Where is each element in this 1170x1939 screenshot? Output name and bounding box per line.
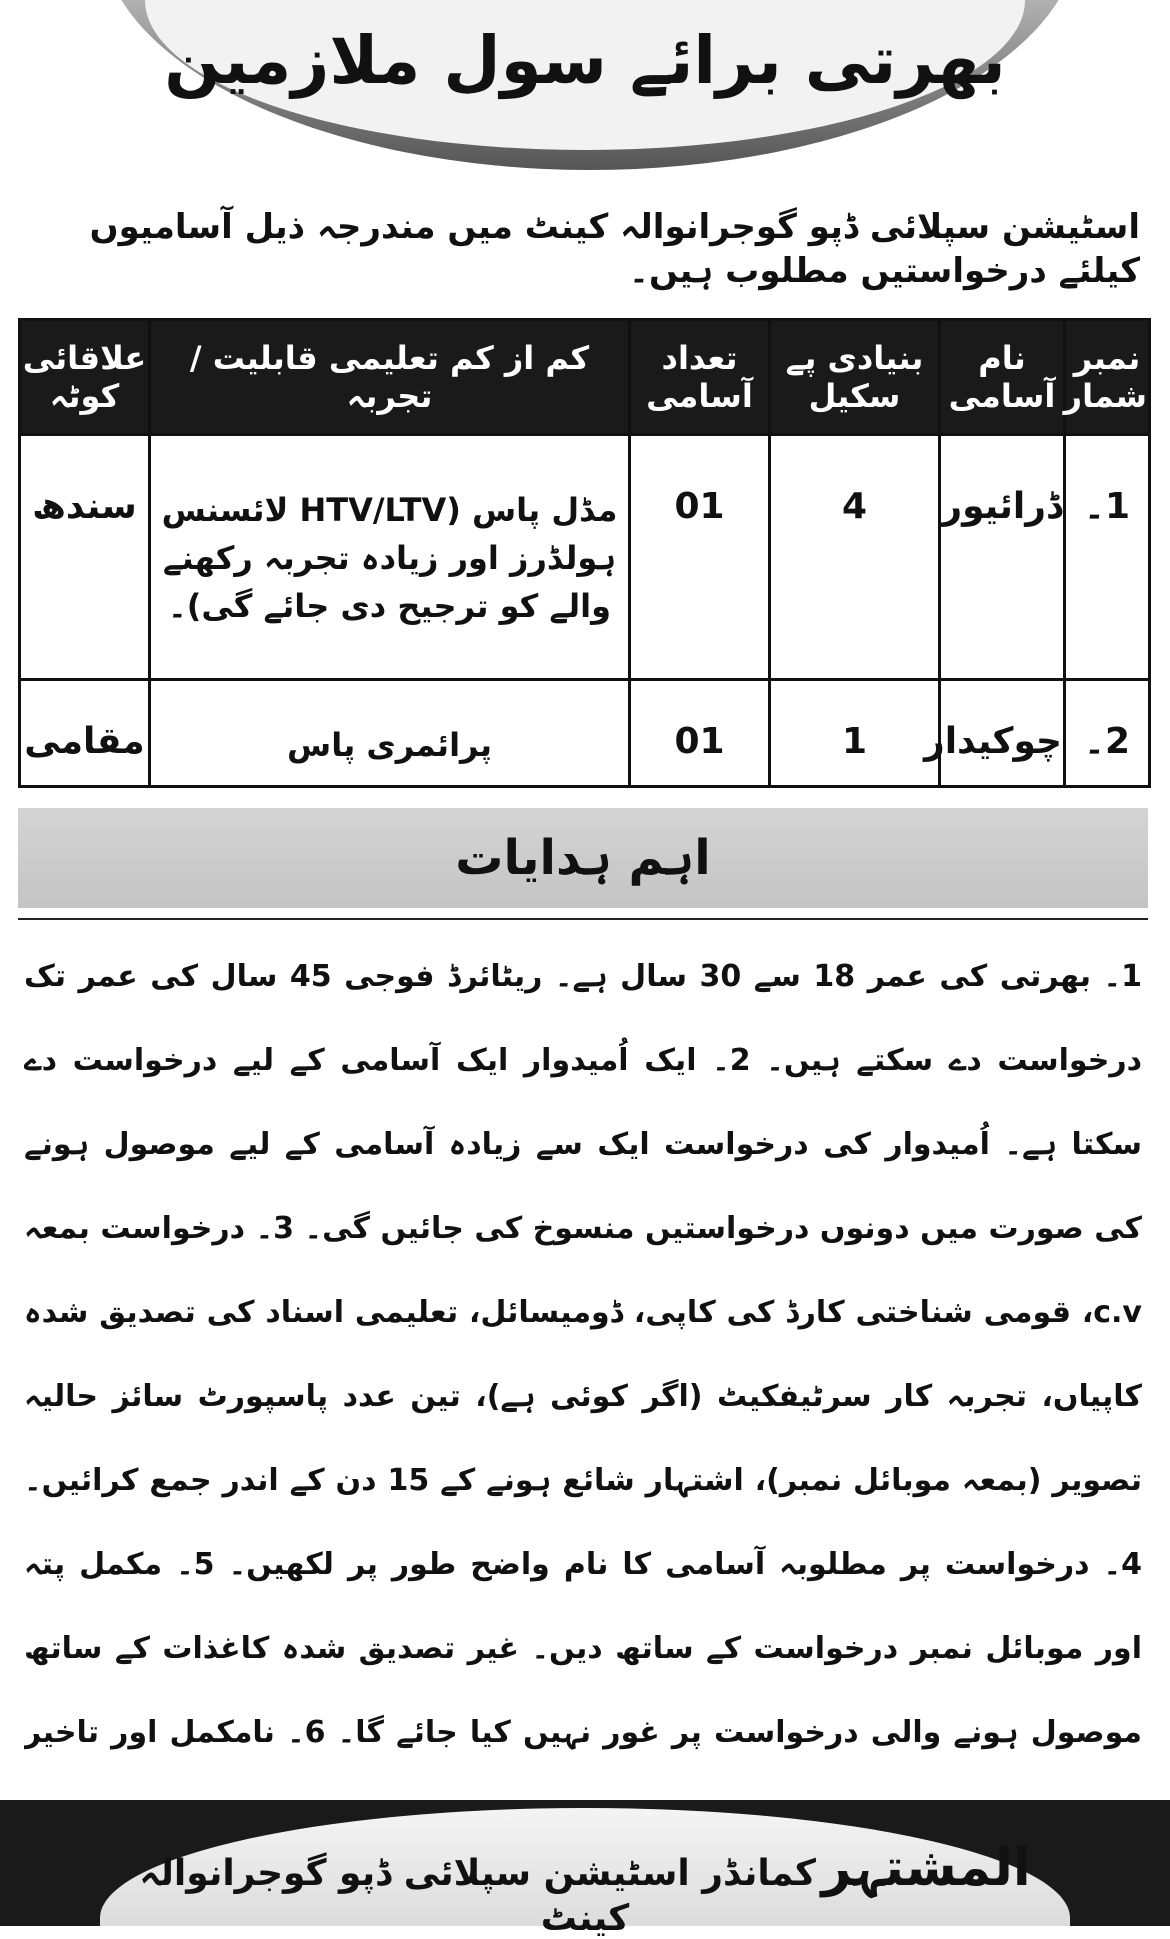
table-row <box>20 435 1150 680</box>
cell-scale: 4 <box>770 435 940 680</box>
col-header-serial: نمبر شمار <box>1065 320 1150 435</box>
cell-serial: 2۔ <box>1065 680 1150 787</box>
cell-quota: سندھ <box>20 435 150 680</box>
col-header-scale: بنیادی پے سکیل <box>770 320 940 435</box>
intro-text: اسٹیشن سپلائی ڈپو گوجرانوالہ کینٹ میں مندرجہ ذیل آسامیوں کیلئے درخواستیں مطلوب ہیں۔ <box>89 207 1140 292</box>
cell-post: ڈرائیور <box>940 435 1065 680</box>
advertiser-name: کمانڈر اسٹیشن سپلائی ڈپو گوجرانوالہ کینٹ <box>139 1853 816 1939</box>
footer-line <box>100 1838 1070 1939</box>
col-header-count: تعداد آسامی <box>630 320 770 435</box>
page-title: بھرتی برائے سول ملازمین <box>164 22 1006 99</box>
cell-scale: 1 <box>770 680 940 787</box>
cell-qualification: پرائمری پاس <box>150 680 630 787</box>
col-header-post: نام آسامی <box>940 320 1065 435</box>
title-banner <box>0 0 1170 180</box>
posts-table <box>18 318 1151 788</box>
cell-count: 01 <box>630 435 770 680</box>
cell-quota: مقامی <box>20 680 150 787</box>
instructions-heading: اہم ہدایات <box>18 808 1148 908</box>
cell-qualification: مڈل پاس (HTV/LTV لائسنس ہولڈرز اور زیادہ تجربہ رکھنے والے کو ترجیح دی جائے گی)۔ <box>150 435 630 680</box>
footer-banner <box>0 1800 1170 1939</box>
instructions-body: 1۔ بھرتی کی عمر 18 سے 30 سال ہے۔ ریٹائرڈ فوجی 45 سال کی عمر تک درخواست دے سکتے ہیں۔ 2۔ ایک اُمیدوار ایک آسامی کے لیے درخواست دے سکتا ہے۔ اُمیدوار کی درخواست ایک سے زیادہ آسامی کے لیے موصول ہونے کی صورت میں دونوں درخواستیں منسوخ کی جائیں گی۔ 3۔ درخواست بمعہ c.v، قومی شناختی کارڈ کی کاپی، ڈومیسائل، تعلیمی اسناد کی تصدیق شدہ کاپیاں، تجربہ کار سرٹیفکیٹ (اگر کوئی ہے)، تین عدد پاسپورٹ سائز حالیہ تصویر (بمعہ موبائل نمبر)، اشتہار شائع ہونے کے 15 دن کے اندر جمع کرائیں۔ 4۔ درخواست پر مطلوبہ آسامی کا نام واضح طور پر لکھیں۔ 5۔ مکمل پتہ اور موبائل نمبر درخواست کے ساتھ دیں۔ غیر تصدیق شدہ کاغذات کے ساتھ موصول ہونے والی درخواست پر غور نہیں کیا جائے گا۔ 6۔ نامکمل اور تاخیر <box>24 959 1142 1750</box>
footer-plate <box>100 1808 1070 1939</box>
cell-serial: 1۔ <box>1065 435 1150 680</box>
col-header-qualification: کم از کم تعلیمی قابلیت / تجربہ <box>150 320 630 435</box>
cell-post: چوکیدار <box>940 680 1065 787</box>
advertiser-label: المشتہر <box>821 1838 1031 1898</box>
table-row <box>20 680 1150 787</box>
cell-count: 01 <box>630 680 770 787</box>
table-header-row <box>20 320 1150 435</box>
divider <box>18 918 1148 920</box>
col-header-quota: علاقائی کوٹہ <box>20 320 150 435</box>
